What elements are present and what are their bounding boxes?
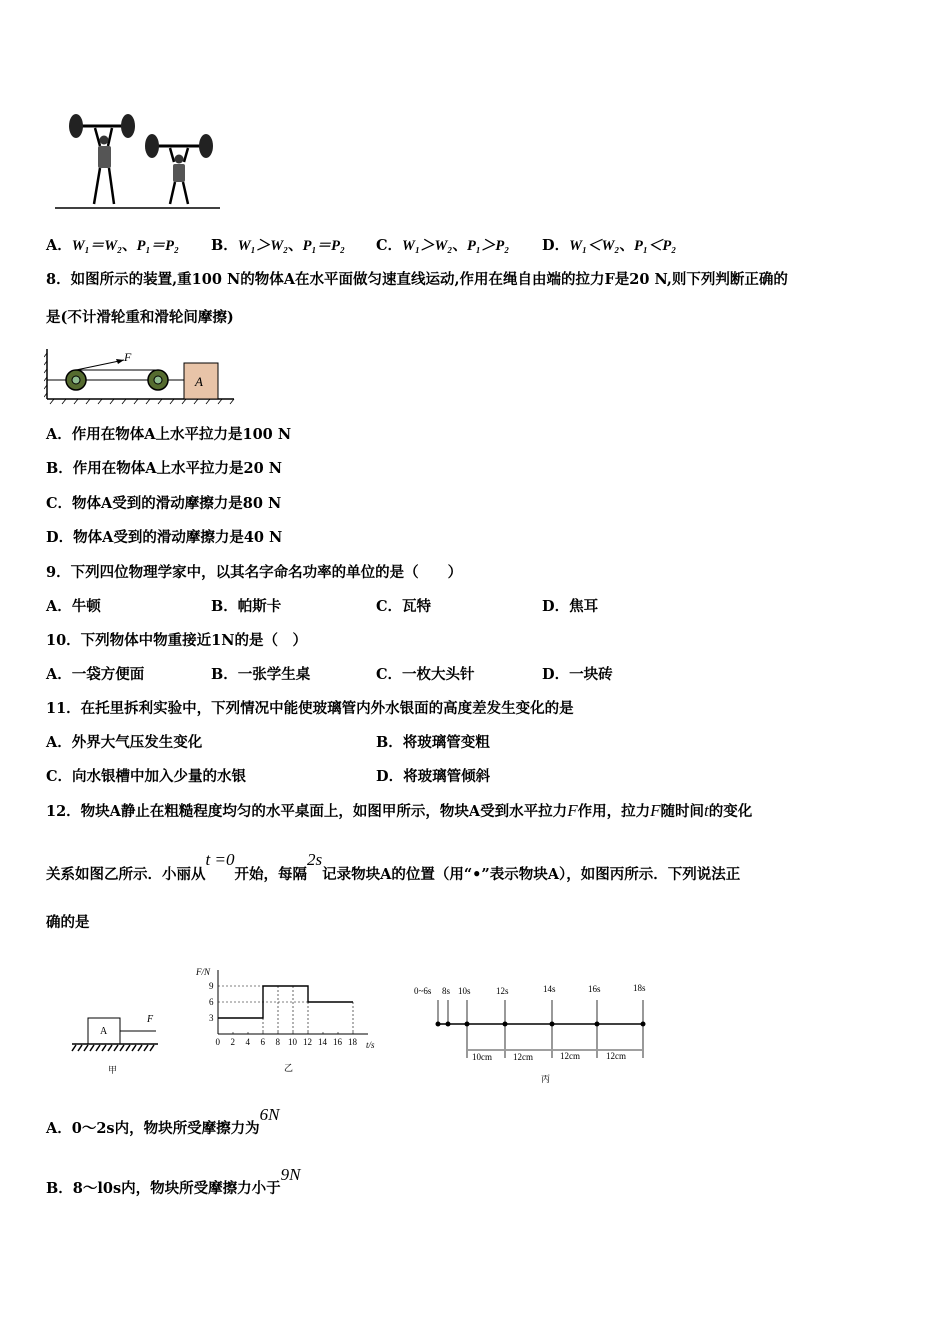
lifter-1 (69, 114, 135, 204)
q11-stem: 11．在托里拆利实验中，下列情况中能使玻璃管内外水银面的高度差发生变化的是 (46, 700, 574, 717)
fig-bing (410, 978, 655, 1088)
q9-option-b: B．帕斯卡 (211, 598, 282, 615)
weightlifters-figure (50, 106, 225, 214)
q12-stem-line3: 确的是 (46, 914, 90, 931)
x-tick-label: 8 (275, 1037, 280, 1047)
q10-stem: 10．下列物体中物重接近1N的是（ ） (46, 632, 308, 649)
q12-stem-line2: 关系如图乙所示．小丽从t =0开始，每隔2s记录物块A的位置（用“•”表示物块A），如图丙所示．下列说法正 (46, 850, 741, 883)
q7-option-d: D．W₁＜W₂、P₁＜P₂ (542, 237, 677, 254)
q8-option-b: B．作用在物体A上水平拉力是20 N (46, 460, 282, 477)
y-tick-label: 6 (209, 997, 214, 1007)
x-tick-label: 6 (260, 1037, 265, 1047)
q8-option-d: D．物体A受到的滑动摩擦力是40 N (46, 529, 283, 546)
fig-bing-time-4: 14s (543, 984, 556, 994)
fig-bing-time-3: 12s (496, 986, 509, 996)
fig-yi-xlabel: t/s (366, 1040, 375, 1050)
q11-option-d: D．将玻璃管倾斜 (376, 768, 491, 785)
q12-stem-line1: 12．物块A静止在粗糙程度均匀的水平桌面上，如图甲所示，物块A受到水平拉力F作用，拉力F随时间t的变化 (46, 801, 753, 820)
q7-option-c: C．W₁＞W₂、P₁＞P₂ (376, 237, 510, 254)
q11-option-c: C．向水银槽中加入少量的水银 (46, 768, 247, 785)
fig-yi-ylabel: F/N (196, 967, 211, 977)
q8-stem-line2: 是(不计滑轮重和滑轮间摩擦) (46, 309, 234, 326)
fig-bing-time-5: 16s (588, 984, 601, 994)
x-tick-label: 12 (303, 1037, 312, 1047)
fig-jia (68, 1008, 163, 1078)
q10-option-c: C．一枚大头针 (376, 666, 475, 683)
fig-bing-distance-3: 12cm (606, 1051, 626, 1061)
q9-option-a: A．牛顿 (46, 598, 101, 615)
fig-jia-force-label: F (147, 1014, 154, 1025)
q7-option-a: A．W₁＝W₂、P₁＝P₂ (46, 237, 179, 254)
q10-option-a: A．一袋方便面 (46, 666, 145, 683)
x-tick-label: 14 (318, 1037, 327, 1047)
lifter-2 (145, 134, 213, 204)
x-tick-label: 10 (288, 1037, 297, 1047)
fig-jia-caption: 甲 (108, 1065, 118, 1075)
q8-option-a: A．作用在物体A上水平拉力是100 N (46, 426, 292, 443)
q11-option-b: B．将玻璃管变粗 (376, 734, 490, 751)
y-tick-label: 9 (209, 981, 214, 991)
q11-option-a: A．外界大气压发生变化 (46, 734, 203, 751)
q9-stem: 9．下列四位物理学家中，以其名字命名功率的单位的是（ ） (46, 564, 463, 581)
q12-option-b: B．8～l0s内，物块所受摩擦力小于9N (46, 1165, 301, 1197)
fig-bing-distance-2: 12cm (560, 1051, 580, 1061)
q8-stem-line1: 8．如图所示的装置,重100 N的物体A在水平面做匀速直线运动,作用在绳自由端的拉力F是20 N,则下列判断正确的 (46, 271, 788, 288)
pulley-figure (44, 347, 240, 405)
fig-bing-distance-1: 12cm (513, 1052, 533, 1062)
fig-yi-caption: 乙 (284, 1063, 294, 1073)
y-tick-label: 3 (209, 1013, 214, 1023)
pulley-force-label: F (124, 350, 132, 364)
fig-bing-time-2: 10s (458, 986, 471, 996)
fig-bing-time-1: 8s (442, 986, 451, 996)
q7-option-b: B．W₁＞W₂、P₁＝P₂ (211, 237, 345, 254)
fig-jia-block-label: A (100, 1026, 108, 1037)
x-tick-label: 2 (230, 1037, 235, 1047)
q9-option-c: C．瓦特 (376, 598, 432, 615)
x-tick-label: 16 (333, 1037, 342, 1047)
fig-bing-time-0: 0~6s (414, 986, 432, 996)
x-tick-label: 0 (215, 1037, 220, 1047)
x-tick-label: 18 (348, 1037, 357, 1047)
q8-option-c: C．物体A受到的滑动摩擦力是80 N (46, 495, 282, 512)
fig-bing-caption: 丙 (541, 1074, 551, 1084)
x-tick-label: 4 (245, 1037, 250, 1047)
fig-yi-chart (192, 962, 392, 1077)
q10-option-b: B．一张学生桌 (211, 666, 311, 683)
fig-bing-time-6: 18s (633, 983, 646, 993)
q9-option-d: D．焦耳 (542, 598, 599, 615)
pulley-block-label: A (195, 374, 203, 389)
fig-bing-distance-0: 10cm (472, 1052, 492, 1062)
q10-option-d: D．一块砖 (542, 666, 613, 683)
q12-option-a: A．0～2s内，物块所受摩擦力为6N (46, 1105, 280, 1137)
